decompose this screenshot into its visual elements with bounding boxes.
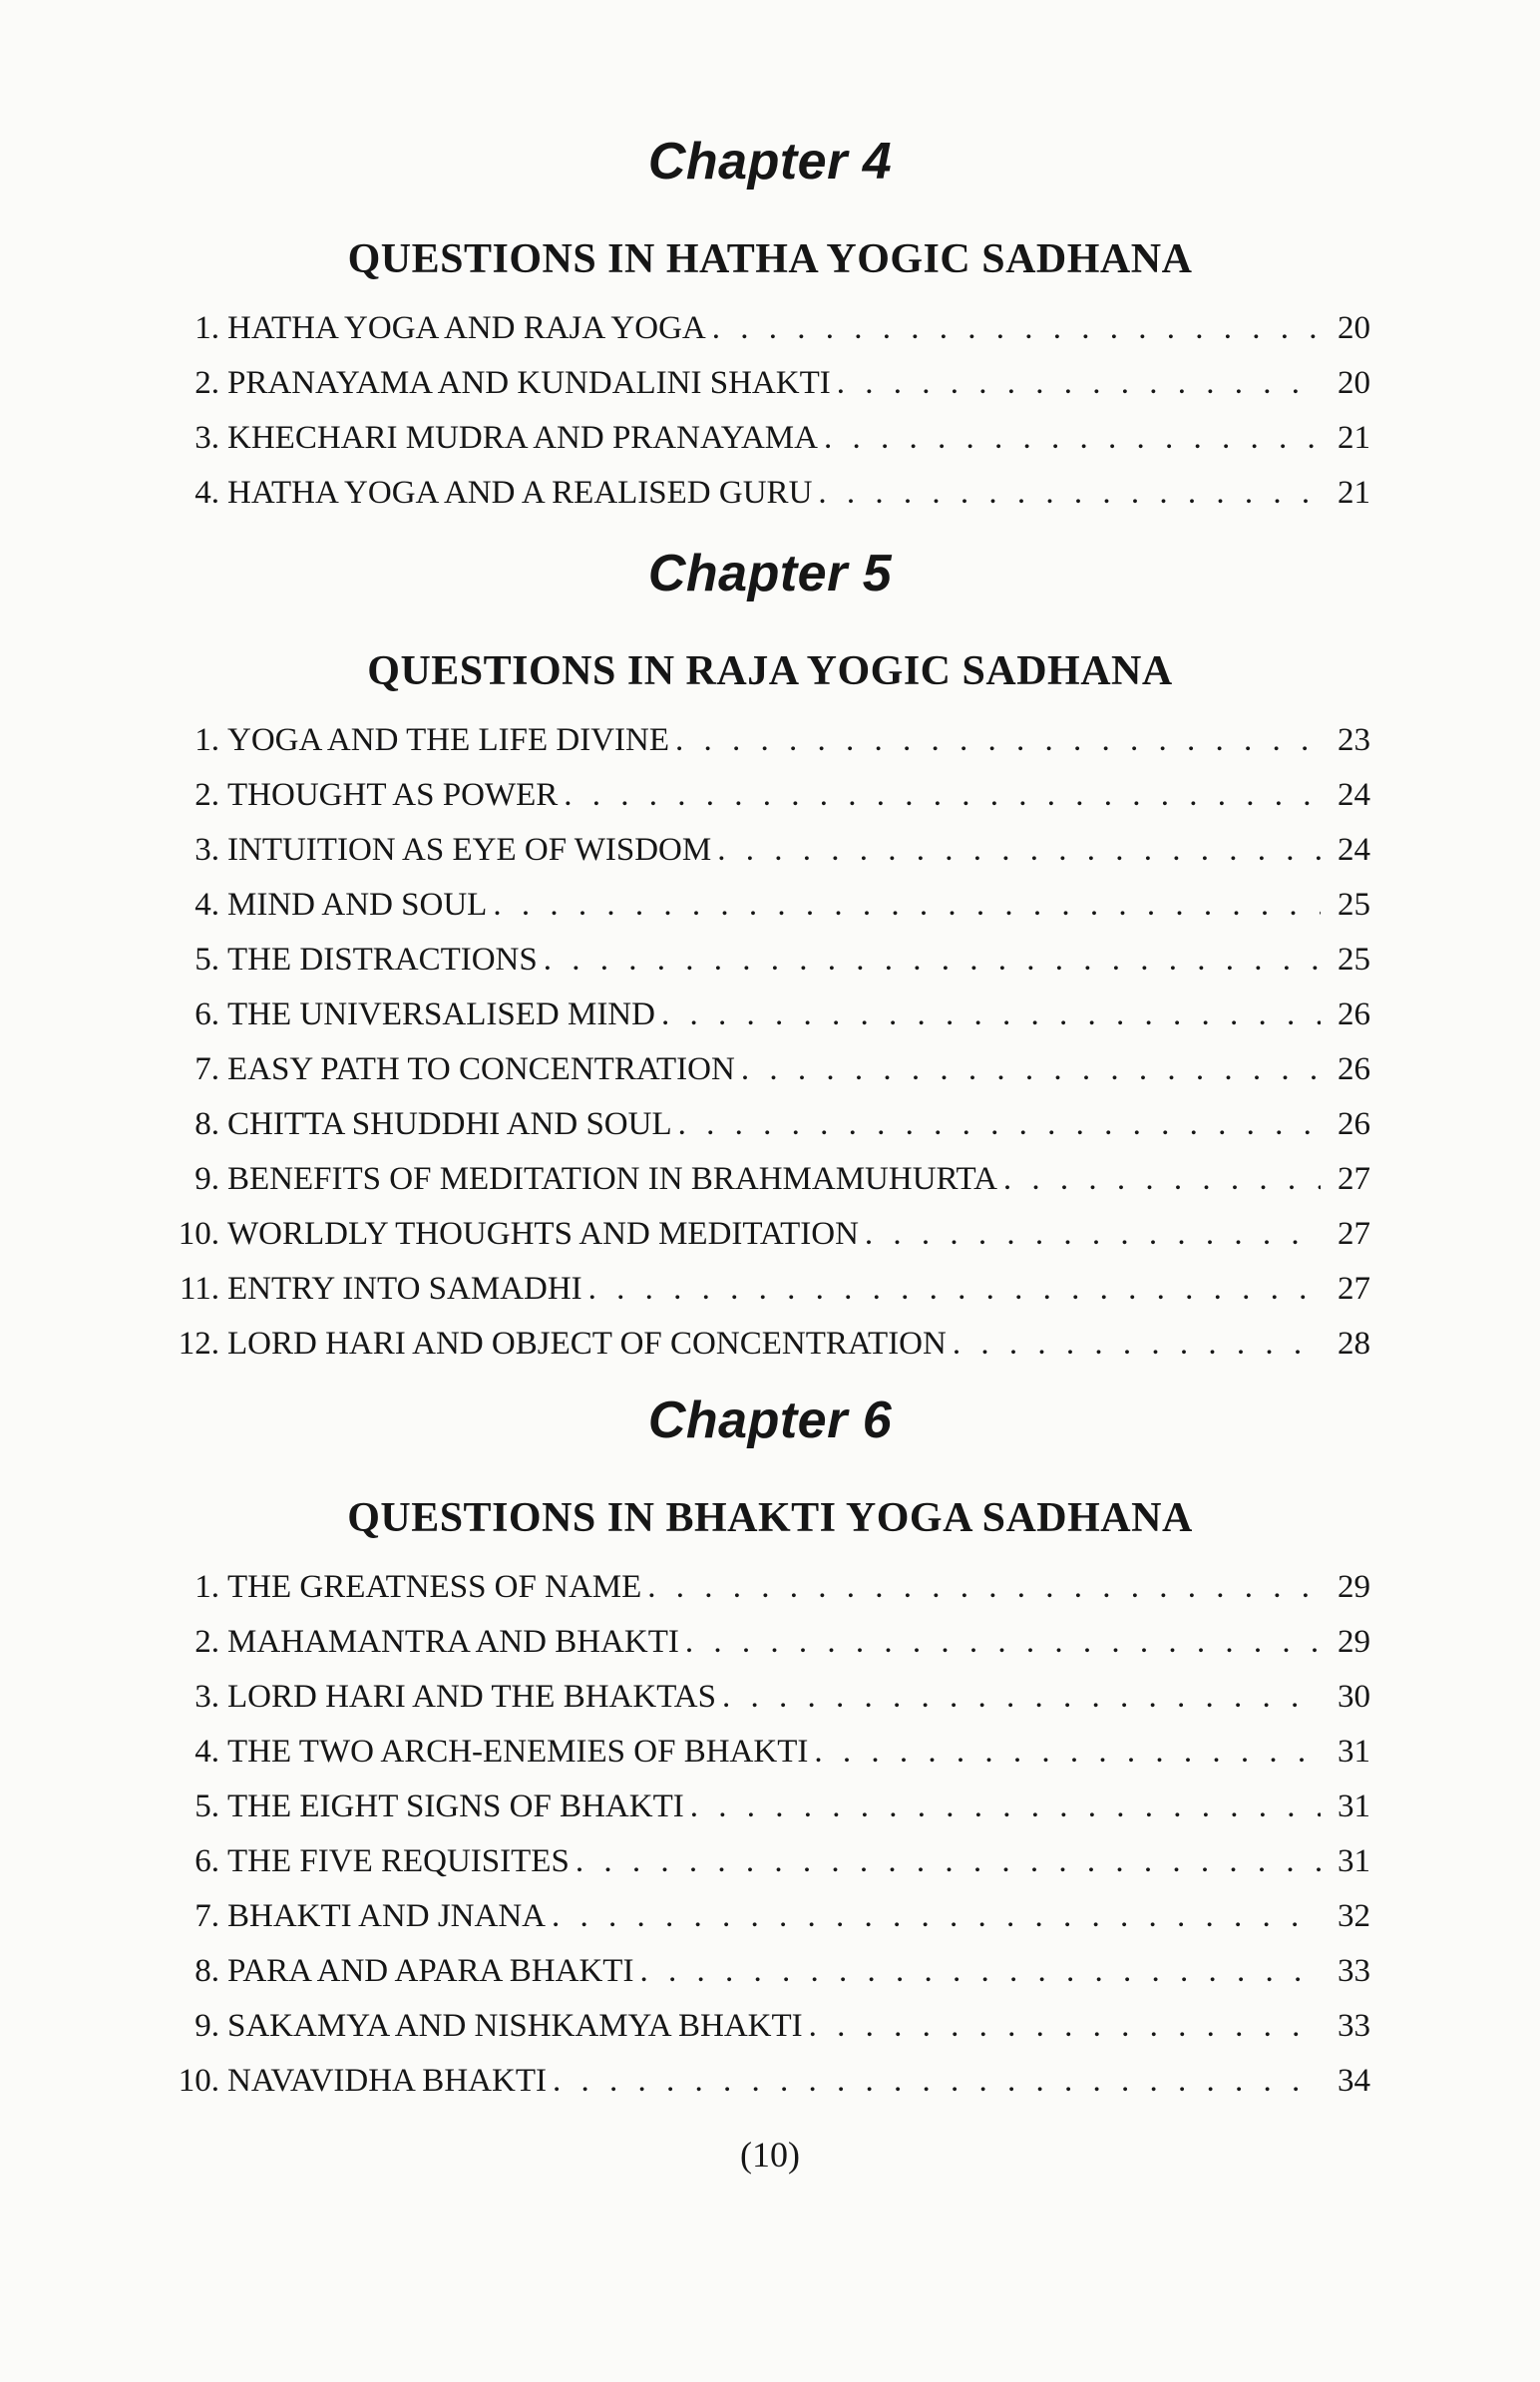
entry-title: THE GREATNESS OF NAME	[227, 1569, 642, 1605]
chapter-entries	[0, 301, 1540, 521]
entry-number: 12.	[178, 1326, 219, 1362]
toc-entry	[176, 1262, 1370, 1317]
entry-number: 1.	[194, 310, 219, 346]
entry-title: LORD HARI AND OBJECT OF CONCENTRATION	[227, 1326, 947, 1362]
entry-page-number: 31	[1338, 1734, 1370, 1770]
entry-page-number: 25	[1338, 887, 1370, 923]
dot-leader	[741, 1042, 1321, 1097]
entry-number: 2.	[194, 777, 219, 813]
page-number-footer: (10)	[740, 2135, 800, 2175]
entry-title: MIND AND SOUL	[227, 887, 488, 923]
toc-entry	[176, 933, 1370, 988]
dot-leader	[647, 1560, 1321, 1615]
entry-number: 7.	[194, 1898, 219, 1934]
entry-title: THE EIGHT SIGNS OF BHAKTI	[227, 1788, 684, 1824]
chapter-entries	[0, 1560, 1540, 2109]
toc-entry	[176, 1834, 1370, 1889]
entry-page-number: 26	[1338, 996, 1370, 1032]
chapter-6-section	[0, 1389, 1540, 2109]
entry-number: 2.	[194, 365, 219, 401]
entry-title: YOGA AND THE LIFE DIVINE	[227, 722, 670, 758]
entry-number: 10.	[178, 2063, 219, 2099]
entry-page-number: 27	[1338, 1216, 1370, 1252]
entry-page-number: 28	[1338, 1326, 1370, 1362]
toc-entry	[176, 1207, 1370, 1262]
entry-number: 10.	[178, 1216, 219, 1252]
entry-page-number: 24	[1338, 832, 1370, 868]
entry-number: 3.	[194, 1679, 219, 1715]
toc-entry	[176, 878, 1370, 933]
dot-leader	[712, 301, 1321, 356]
entry-title: INTUITION AS EYE OF WISDOM	[227, 832, 712, 868]
chapter-entries	[0, 713, 1540, 1372]
chapter-heading: Chapter 6	[647, 1391, 893, 1449]
entry-number: 6.	[194, 1843, 219, 1879]
toc-entry	[176, 1999, 1370, 2054]
entry-title: KHECHARI MUDRA AND PRANAYAMA	[227, 420, 818, 456]
toc-entry	[176, 2054, 1370, 2109]
entry-number: 4.	[194, 1734, 219, 1770]
entry-page-number: 31	[1338, 1788, 1370, 1824]
entry-title: WORLDLY THOUGHTS AND MEDITATION	[227, 1216, 859, 1252]
dot-leader	[544, 933, 1321, 988]
dot-leader	[576, 1834, 1321, 1889]
dot-leader	[809, 1999, 1321, 2054]
dot-leader	[588, 1262, 1321, 1317]
entry-title: PRANAYAMA AND KUNDALINI SHAKTI	[227, 365, 831, 401]
entry-title: SAKAMYA AND NISHKAMYA BHAKTI	[227, 2008, 803, 2044]
chapter-4-section	[0, 130, 1540, 521]
toc-entry	[176, 988, 1370, 1042]
entry-title: THE DISTRACTIONS	[227, 942, 538, 978]
entry-page-number: 23	[1338, 722, 1370, 758]
toc-entry	[176, 1670, 1370, 1725]
toc-entry	[176, 713, 1370, 768]
toc-entry	[176, 301, 1370, 356]
entry-number: 4.	[194, 475, 219, 511]
entry-title: HATHA YOGA AND RAJA YOGA	[227, 310, 706, 346]
dot-leader	[722, 1670, 1321, 1725]
dot-leader	[865, 1207, 1321, 1262]
dot-leader	[685, 1615, 1321, 1670]
entry-title: BENEFITS OF MEDITATION IN BRAHMAMUHURTA	[227, 1161, 997, 1197]
entry-title: THOUGHT AS POWER	[227, 777, 559, 813]
dot-leader	[1003, 1152, 1321, 1207]
entry-title: LORD HARI AND THE BHAKTAS	[227, 1679, 716, 1715]
entry-title: THE FIVE REQUISITES	[227, 1843, 570, 1879]
entry-number: 9.	[194, 1161, 219, 1197]
entry-title: ENTRY INTO SAMADHI	[227, 1271, 582, 1307]
chapter-title: QUESTIONS IN RAJA YOGIC SADHANA	[367, 648, 1173, 694]
entry-page-number: 26	[1338, 1051, 1370, 1087]
entry-title: HATHA YOGA AND A REALISED GURU	[227, 475, 813, 511]
entry-page-number: 27	[1338, 1271, 1370, 1307]
toc-entry	[176, 356, 1370, 411]
entry-title: MAHAMANTRA AND BHAKTI	[227, 1624, 679, 1660]
entry-page-number: 32	[1338, 1898, 1370, 1934]
chapter-title: QUESTIONS IN HATHA YOGIC SADHANA	[347, 236, 1193, 282]
toc-entry	[176, 823, 1370, 878]
dot-leader	[675, 713, 1321, 768]
entry-number: 8.	[194, 1106, 219, 1142]
entry-page-number: 21	[1338, 420, 1370, 456]
entry-title: EASY PATH TO CONCENTRATION	[227, 1051, 735, 1087]
entry-title: NAVAVIDHA BHAKTI	[227, 2063, 547, 2099]
toc-entry	[176, 1725, 1370, 1780]
entry-page-number: 26	[1338, 1106, 1370, 1142]
dot-leader	[639, 1944, 1321, 1999]
toc-entry	[176, 466, 1370, 521]
entry-number: 4.	[194, 887, 219, 923]
chapter-heading: Chapter 4	[647, 133, 893, 191]
entry-title: THE TWO ARCH-ENEMIES OF BHAKTI	[227, 1734, 809, 1770]
toc-entry	[176, 768, 1370, 823]
entry-number: 1.	[194, 722, 219, 758]
toc-entry	[176, 1317, 1370, 1372]
entry-number: 11.	[179, 1271, 219, 1307]
toc-entry	[176, 1615, 1370, 1670]
toc-entry	[176, 1152, 1370, 1207]
entry-page-number: 24	[1338, 777, 1370, 813]
entry-number: 1.	[194, 1569, 219, 1605]
dot-leader	[717, 823, 1321, 878]
dot-leader	[553, 2054, 1321, 2109]
toc-entry	[176, 1780, 1370, 1834]
entry-page-number: 29	[1338, 1624, 1370, 1660]
entry-page-number: 20	[1338, 365, 1370, 401]
toc-entry	[176, 1097, 1370, 1152]
toc-entry	[176, 1889, 1370, 1944]
dot-leader	[493, 878, 1321, 933]
entry-page-number: 21	[1338, 475, 1370, 511]
entry-page-number: 33	[1338, 2008, 1370, 2044]
entry-number: 8.	[194, 1953, 219, 1989]
entry-page-number: 20	[1338, 310, 1370, 346]
toc-entry	[176, 1560, 1370, 1615]
toc-entry	[176, 411, 1370, 466]
dot-leader	[818, 466, 1321, 521]
dot-leader	[661, 988, 1321, 1042]
chapter-heading: Chapter 5	[647, 545, 893, 602]
dot-leader	[837, 356, 1321, 411]
dot-leader	[564, 768, 1321, 823]
chapter-title: QUESTIONS IN BHAKTI YOGA SADHANA	[347, 1495, 1193, 1541]
entry-number: 3.	[194, 420, 219, 456]
entry-number: 2.	[194, 1624, 219, 1660]
entry-number: 5.	[194, 1788, 219, 1824]
entry-page-number: 34	[1338, 2063, 1370, 2099]
entry-page-number: 33	[1338, 1953, 1370, 1989]
entry-page-number: 31	[1338, 1843, 1370, 1879]
entry-page-number: 30	[1338, 1679, 1370, 1715]
dot-leader	[552, 1889, 1321, 1944]
dot-leader	[678, 1097, 1321, 1152]
entry-number: 3.	[194, 832, 219, 868]
entry-page-number: 27	[1338, 1161, 1370, 1197]
entry-number: 5.	[194, 942, 219, 978]
toc-entry	[176, 1944, 1370, 1999]
entry-title: BHAKTI AND JNANA	[227, 1898, 546, 1934]
dot-leader	[953, 1317, 1321, 1372]
entry-title: PARA AND APARA BHAKTI	[227, 1953, 634, 1989]
entry-title: CHITTA SHUDDHI AND SOUL	[227, 1106, 672, 1142]
entry-number: 9.	[194, 2008, 219, 2044]
chapter-5-section	[0, 542, 1540, 1372]
dot-leader	[814, 1725, 1321, 1780]
entry-page-number: 29	[1338, 1569, 1370, 1605]
entry-title: THE UNIVERSALISED MIND	[227, 996, 655, 1032]
toc-entry	[176, 1042, 1370, 1097]
entry-number: 7.	[194, 1051, 219, 1087]
dot-leader	[824, 411, 1321, 466]
entry-page-number: 25	[1338, 942, 1370, 978]
dot-leader	[690, 1780, 1321, 1834]
entry-number: 6.	[194, 996, 219, 1032]
